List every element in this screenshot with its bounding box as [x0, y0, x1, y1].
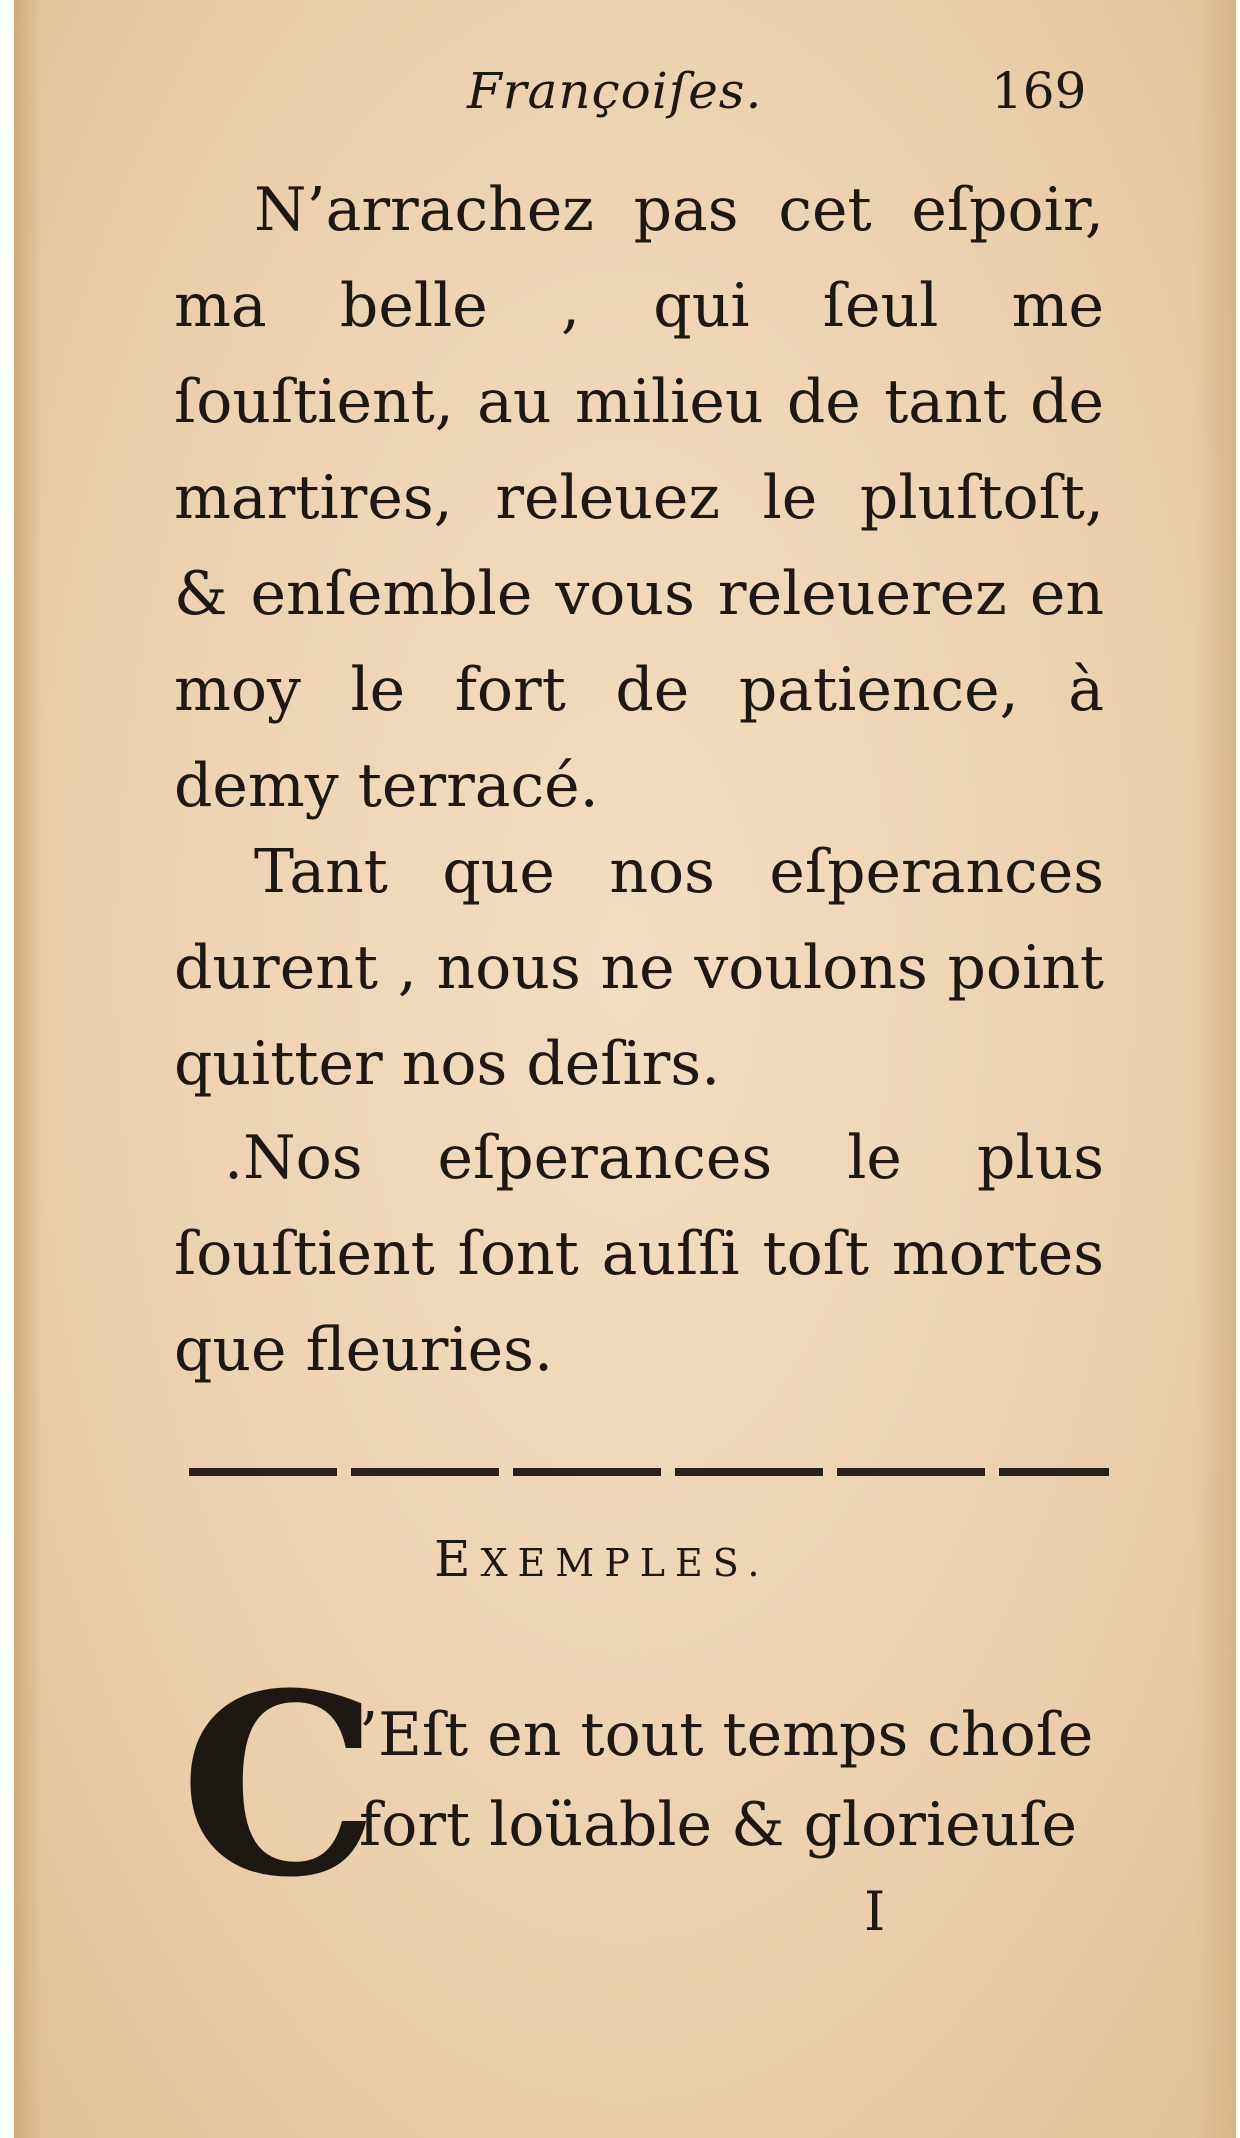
paragraph-3: .Nos eſperances le plus ſouſtient ſont auſſi toſt mortes que fleuries.	[174, 1123, 1104, 1385]
paragraph-2: Tant que nos eſperances durent , nous ne voulons point quitter nos deſirs.	[174, 837, 1104, 1099]
page-number: 169	[991, 62, 1087, 120]
section-heading-initial: E	[434, 1530, 481, 1588]
drop-cap: C	[180, 1638, 379, 1932]
section-heading	[434, 1530, 770, 1588]
paragraph-1: N’arrachez pas cet eſpoir, ma belle , qui ſeul me ſouſtient, au milieu de tant de martires, releuez le pluſtoſt, & enſemble vous releuerez en moy le fort de patience, à demy terracé.	[174, 175, 1104, 821]
example-line-2: fort loüable & glorieuſe	[359, 1790, 1078, 1860]
running-title: Françoiſes.	[467, 62, 763, 120]
example-line-1: ’Eſt en tout temps choſe	[359, 1700, 1094, 1770]
page-text	[14, 0, 1236, 2138]
section-heading-rest: XEMPLES.	[480, 1541, 770, 1585]
ornamental-rule	[189, 1468, 1109, 1476]
signature-mark: I	[864, 1880, 886, 1943]
book-page	[14, 0, 1236, 2138]
